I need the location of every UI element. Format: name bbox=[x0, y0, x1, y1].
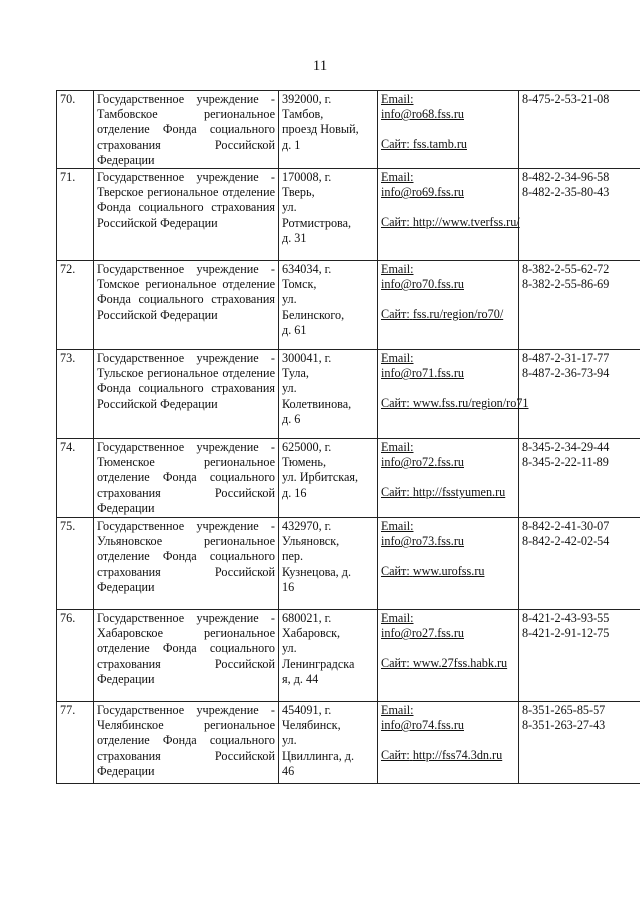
contacts-cell bbox=[378, 169, 519, 261]
site-link[interactable]: www.fss.ru/region/ro71 bbox=[412, 396, 529, 411]
row-number: 74. bbox=[57, 439, 94, 518]
address-cell bbox=[279, 169, 378, 261]
phone-cell bbox=[519, 261, 640, 350]
institution-name: Государственное учреждение - Тверское региональное отделение Фонда социального страхования Российской Федерации bbox=[97, 170, 275, 230]
address-line: Челябинск, bbox=[282, 718, 341, 733]
address-line: Томск, bbox=[282, 277, 317, 292]
site-line[interactable] bbox=[381, 396, 529, 411]
email-label: Email: bbox=[381, 703, 414, 718]
address-line: 680021, г. bbox=[282, 611, 332, 626]
contacts-cell bbox=[378, 439, 519, 518]
spacer bbox=[381, 200, 515, 215]
contacts-cell bbox=[378, 350, 529, 439]
email-link[interactable]: info@ro70.fss.ru bbox=[381, 277, 464, 292]
address-line: проезд Новый, bbox=[282, 122, 359, 137]
phone-number: 8-382-2-55-86-69 bbox=[522, 277, 610, 292]
phone-cell bbox=[519, 439, 640, 518]
email-link[interactable]: info@ro73.fss.ru bbox=[381, 534, 464, 549]
phone-number: 8-382-2-55-62-72 bbox=[522, 262, 610, 277]
address-line: 16 bbox=[282, 579, 295, 594]
phone-cell bbox=[519, 169, 640, 261]
phone-number: 8-482-2-34-96-58 bbox=[522, 170, 610, 185]
address-line: ул. bbox=[282, 641, 297, 656]
email-link[interactable]: info@ro68.fss.ru bbox=[381, 107, 464, 122]
row-number: 72. bbox=[57, 261, 94, 350]
address-line: д. 61 bbox=[282, 322, 307, 337]
row-number: 76. bbox=[57, 610, 94, 702]
institution-cell bbox=[94, 439, 279, 518]
institution-name: Государственное учреждение - Челябинское региональное отделение Фонда социального страхования Российской Федерации bbox=[97, 703, 275, 778]
phone-number: 8-487-2-31-17-77 bbox=[522, 351, 610, 366]
address-line: пер. bbox=[282, 549, 304, 564]
email-link[interactable]: info@ro72.fss.ru bbox=[381, 455, 464, 470]
institution-name: Государственное учреждение - Хабаровское региональное отделение Фонда социального страхования Российской Федерации bbox=[97, 611, 275, 686]
table-row bbox=[57, 610, 640, 702]
institution-name: Государственное учреждение - Томское региональное отделение Фонда социального страхования Российской Федерации bbox=[97, 262, 275, 322]
email-link[interactable]: info@ro69.fss.ru bbox=[381, 185, 464, 200]
site-label: Сайт: bbox=[381, 137, 410, 152]
row-number: 75. bbox=[57, 518, 94, 610]
address-line: 46 bbox=[282, 763, 295, 778]
address-line: ул. Ирбитская, bbox=[282, 470, 359, 485]
phone-number: 8-345-2-22-11-89 bbox=[522, 455, 609, 470]
address-line: д. 6 bbox=[282, 411, 301, 426]
page-number: 11 bbox=[312, 58, 328, 74]
contacts-cell bbox=[378, 261, 519, 350]
fss-offices-table bbox=[56, 90, 640, 784]
address-line: ул. bbox=[282, 381, 297, 396]
address-cell bbox=[279, 518, 378, 610]
address-line: Хабаровск, bbox=[282, 626, 341, 641]
address-line: д. 31 bbox=[282, 230, 307, 245]
table-row bbox=[57, 169, 640, 261]
spacer bbox=[381, 733, 515, 748]
row-number: 70. bbox=[57, 91, 94, 169]
institution-cell bbox=[94, 518, 279, 610]
institution-cell bbox=[94, 610, 279, 702]
institution-cell bbox=[94, 91, 279, 169]
site-label: Сайт: bbox=[381, 656, 410, 671]
phone-number: 8-487-2-36-73-94 bbox=[522, 366, 610, 381]
address-cell bbox=[279, 261, 378, 350]
email-label: Email: bbox=[381, 611, 414, 626]
contacts-cell bbox=[378, 610, 519, 702]
contacts-cell bbox=[378, 518, 519, 610]
phone-cell bbox=[519, 610, 640, 702]
email-label: Email: bbox=[381, 262, 414, 277]
table-body bbox=[57, 91, 640, 784]
site-line[interactable] bbox=[381, 485, 515, 500]
address-line: Ленинградска bbox=[282, 656, 355, 671]
site-label: Сайт: bbox=[381, 485, 410, 500]
address-line: Ульяновск, bbox=[282, 534, 340, 549]
address-line: 300041, г. bbox=[282, 351, 332, 366]
address-line: Белинского, bbox=[282, 307, 345, 322]
address-line: я, д. 44 bbox=[282, 671, 319, 686]
address-line: ул. bbox=[282, 733, 297, 748]
site-line[interactable] bbox=[381, 656, 515, 671]
address-line: Тверь, bbox=[282, 185, 315, 200]
phone-number: 8-421-2-43-93-55 bbox=[522, 611, 610, 626]
address-line: ул. bbox=[282, 292, 297, 307]
address-line: 170008, г. bbox=[282, 170, 332, 185]
institution-name: Государственное учреждение - Тюменское региональное отделение Фонда социального страхования Российской Федерации bbox=[97, 440, 275, 515]
spacer bbox=[381, 381, 515, 396]
site-link[interactable]: fss.tamb.ru bbox=[412, 137, 467, 152]
site-line[interactable] bbox=[381, 564, 515, 579]
table-row bbox=[57, 261, 640, 350]
address-line: 625000, г. bbox=[282, 440, 332, 455]
site-line[interactable] bbox=[381, 215, 520, 230]
email-link[interactable]: info@ro71.fss.ru bbox=[381, 366, 464, 381]
site-label: Сайт: bbox=[381, 215, 410, 230]
address-cell bbox=[279, 610, 378, 702]
row-number: 73. bbox=[57, 350, 94, 439]
site-label: Сайт: bbox=[381, 307, 410, 322]
address-cell bbox=[279, 350, 378, 439]
email-link[interactable]: info@ro27.fss.ru bbox=[381, 626, 464, 641]
phone-number: 8-351-265-85-57 bbox=[522, 703, 606, 718]
row-number: 77. bbox=[57, 702, 94, 784]
address-cell bbox=[279, 702, 378, 784]
address-cell bbox=[279, 91, 378, 169]
phone-cell bbox=[519, 91, 640, 169]
site-line[interactable] bbox=[381, 137, 515, 152]
address-line: 634034, г. bbox=[282, 262, 332, 277]
table-row bbox=[57, 350, 640, 439]
phone-cell bbox=[519, 702, 640, 784]
address-line: Тула, bbox=[282, 366, 309, 381]
table-row bbox=[57, 518, 640, 610]
address-line: д. 16 bbox=[282, 485, 307, 500]
table-row bbox=[57, 702, 640, 784]
site-link[interactable]: www.27fss.habk.ru bbox=[412, 656, 508, 671]
phone-number: 8-351-263-27-43 bbox=[522, 718, 606, 733]
phone-number: 8-345-2-34-29-44 bbox=[522, 440, 610, 455]
site-label: Сайт: bbox=[381, 748, 410, 763]
email-link[interactable]: info@ro74.fss.ru bbox=[381, 718, 464, 733]
institution-cell bbox=[94, 169, 279, 261]
phone-number: 8-842-2-41-30-07 bbox=[522, 519, 610, 534]
institution-cell bbox=[94, 350, 279, 439]
institution-name: Государственное учреждение - Тульское региональное отделение Фонда социального страхования Российской Федерации bbox=[97, 351, 275, 411]
table-row bbox=[57, 439, 640, 518]
site-link[interactable]: http://fsstyumen.ru bbox=[412, 485, 506, 500]
phone-number: 8-475-2-53-21-08 bbox=[522, 92, 610, 106]
address-line: 432970, г. bbox=[282, 519, 332, 534]
institution-name: Государственное учреждение - Тамбовское региональное отделение Фонда социального страхования Российской Федерации bbox=[97, 92, 275, 167]
address-line: Кузнецова, д. bbox=[282, 564, 352, 579]
institution-cell bbox=[94, 261, 279, 350]
phone-cell bbox=[519, 350, 640, 439]
address-line: 454091, г. bbox=[282, 703, 332, 718]
site-line[interactable] bbox=[381, 307, 515, 322]
email-label: Email: bbox=[381, 440, 414, 455]
contacts-cell bbox=[378, 91, 519, 169]
address-line: Ротмистрова, bbox=[282, 215, 352, 230]
address-line: ул. bbox=[282, 200, 297, 215]
institution-name: Государственное учреждение - Ульяновское региональное отделение Фонда социального страхования Российской Федерации bbox=[97, 519, 275, 594]
spacer bbox=[381, 549, 515, 564]
phone-cell bbox=[519, 518, 640, 610]
address-cell bbox=[279, 439, 378, 518]
address-line: д. 1 bbox=[282, 137, 301, 152]
phone-number: 8-482-2-35-80-43 bbox=[522, 185, 610, 200]
site-link[interactable]: http://fss74.3dn.ru bbox=[412, 748, 503, 763]
address-line: 392000, г. bbox=[282, 92, 332, 106]
contacts-cell bbox=[378, 702, 519, 784]
address-line: Колетвинова, bbox=[282, 396, 352, 411]
phone-number: 8-842-2-42-02-54 bbox=[522, 534, 610, 549]
site-line[interactable] bbox=[381, 748, 515, 763]
spacer bbox=[381, 641, 515, 656]
site-link[interactable]: http://www.tverfss.ru/ bbox=[412, 215, 520, 230]
spacer bbox=[381, 122, 515, 137]
email-label: Email: bbox=[381, 92, 414, 106]
table-row bbox=[57, 91, 640, 169]
row-number: 71. bbox=[57, 169, 94, 261]
email-label: Email: bbox=[381, 519, 414, 534]
site-label: Сайт: bbox=[381, 564, 410, 579]
phone-number: 8-421-2-91-12-75 bbox=[522, 626, 610, 641]
email-label: Email: bbox=[381, 170, 414, 185]
email-label: Email: bbox=[381, 351, 414, 366]
institution-cell bbox=[94, 702, 279, 784]
spacer bbox=[381, 292, 515, 307]
address-line: Тамбов, bbox=[282, 107, 324, 122]
site-link[interactable]: www.urofss.ru bbox=[412, 564, 485, 579]
site-link[interactable]: fss.ru/region/ro70/ bbox=[412, 307, 504, 322]
address-line: Цвиллинга, д. bbox=[282, 748, 355, 763]
address-line: Тюмень, bbox=[282, 455, 327, 470]
spacer bbox=[381, 470, 515, 485]
site-label: Сайт: bbox=[381, 396, 410, 411]
